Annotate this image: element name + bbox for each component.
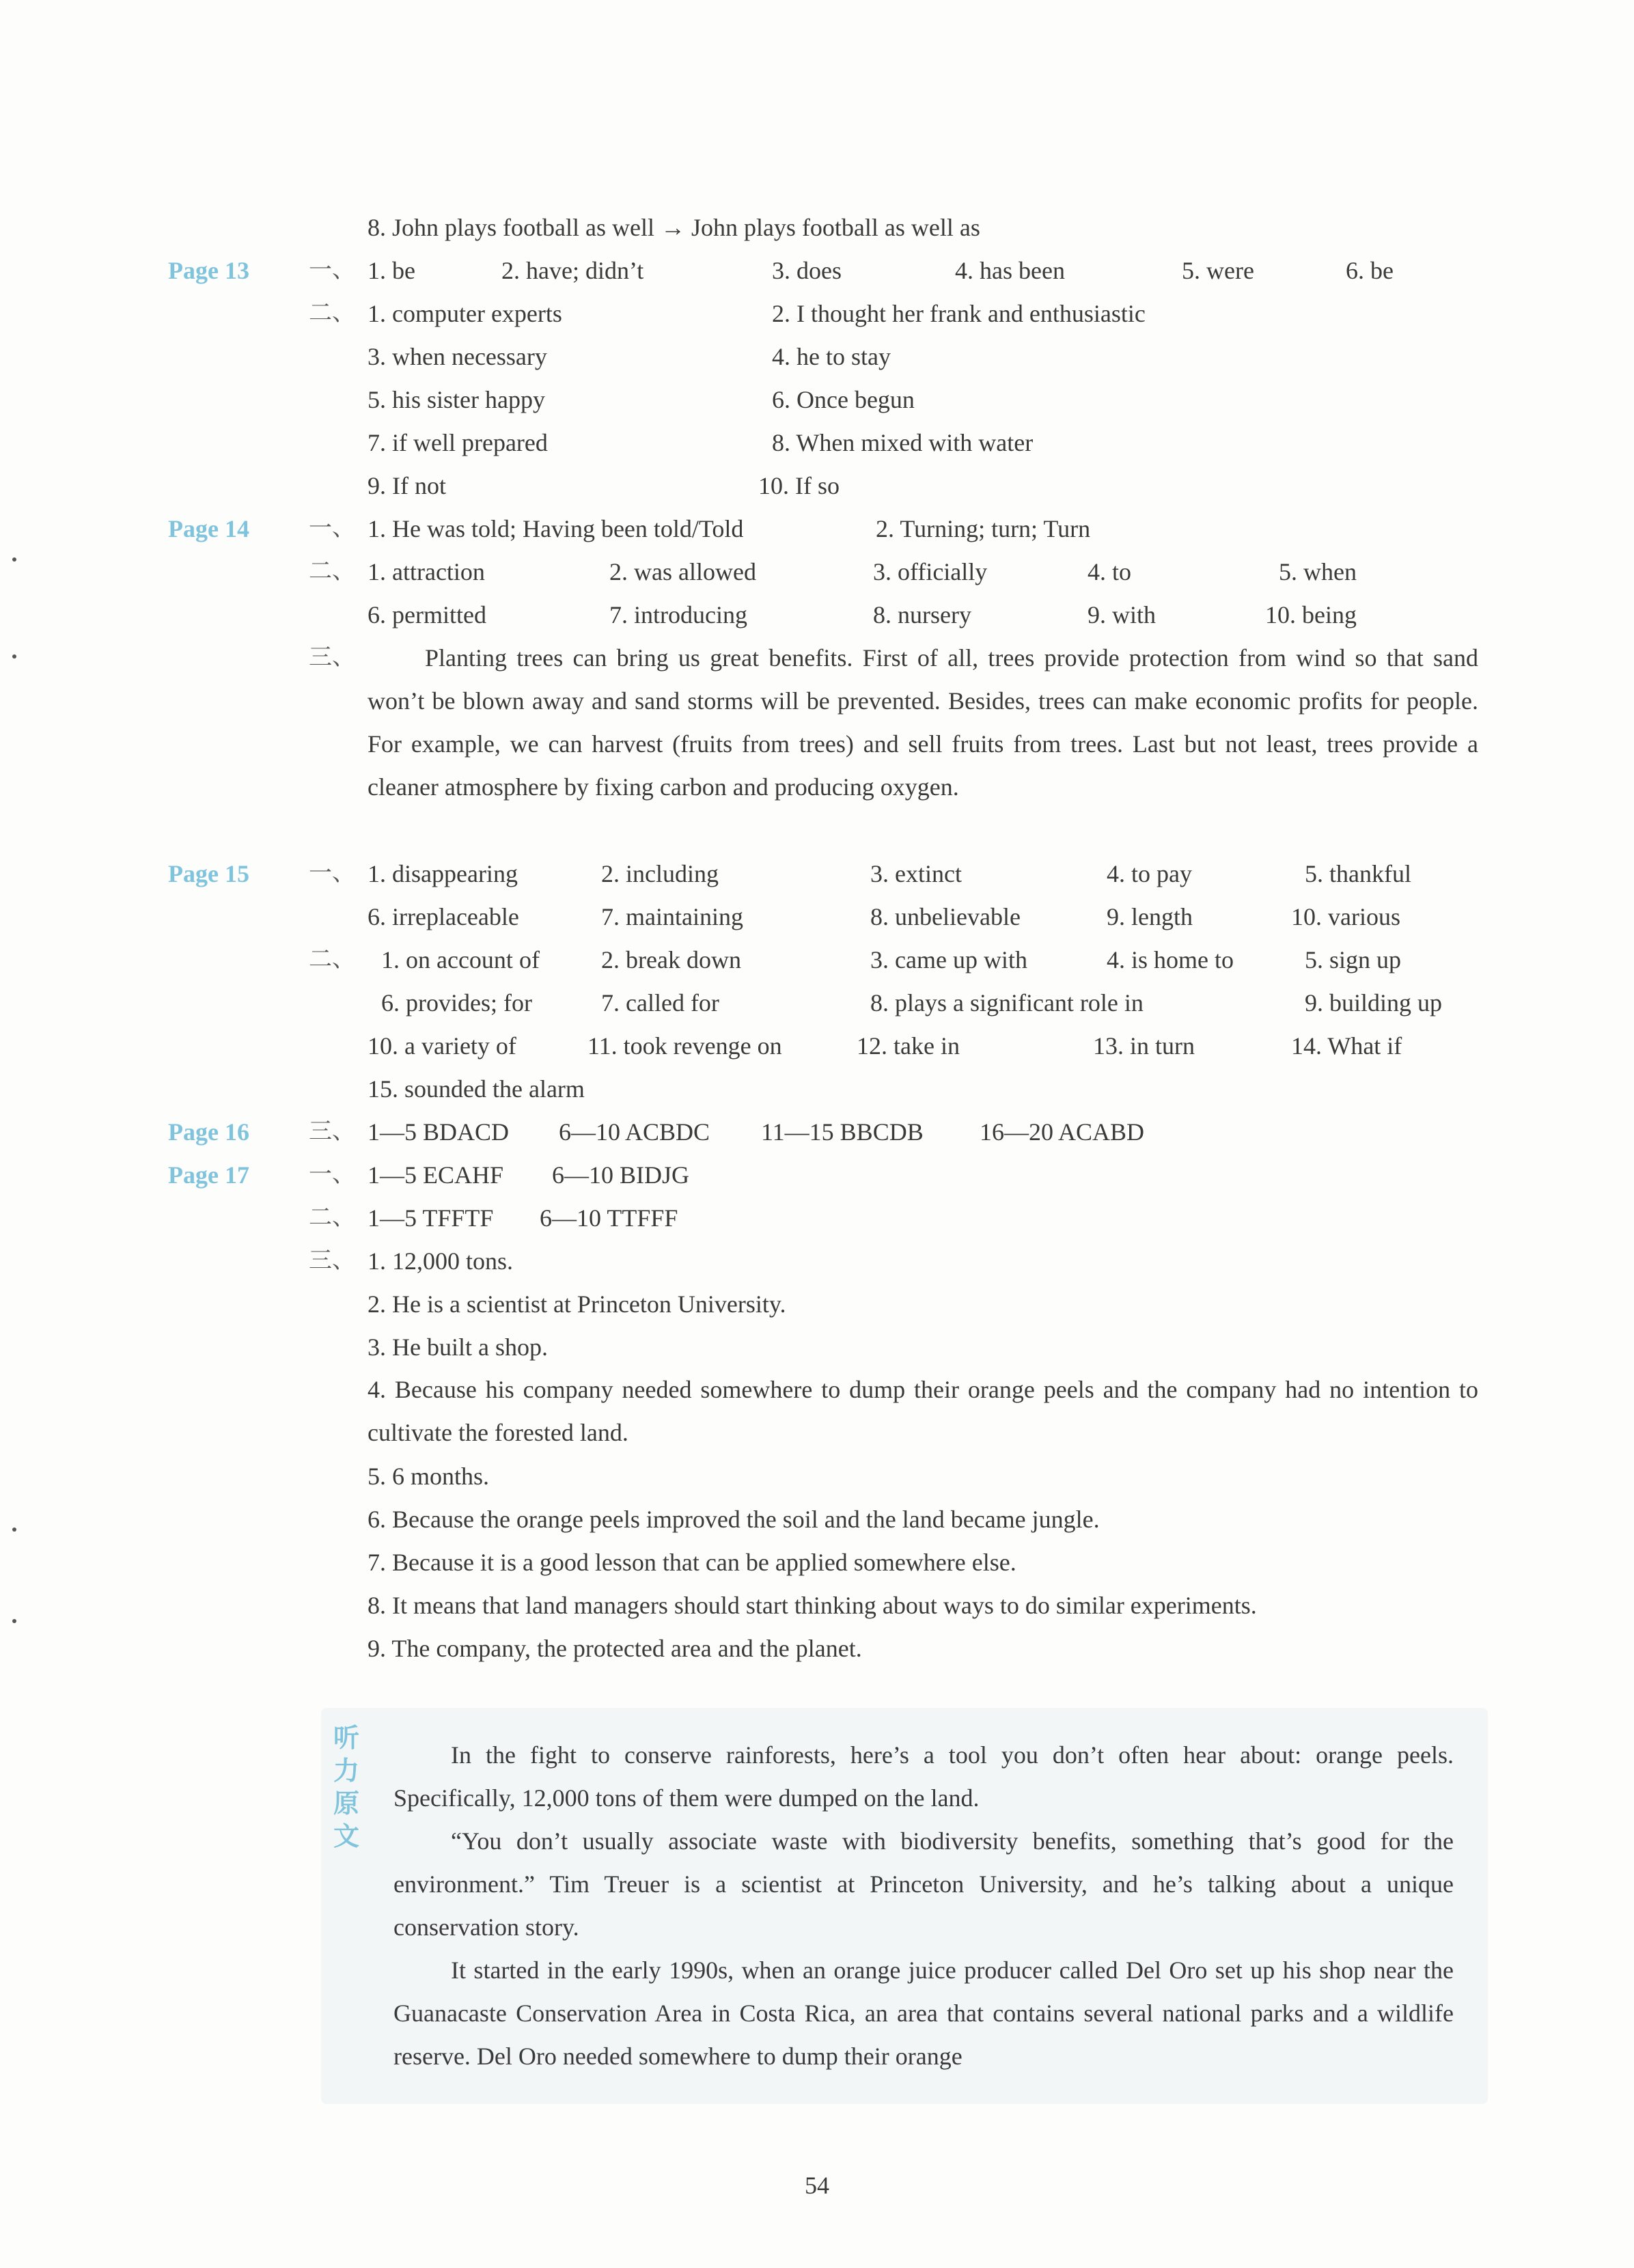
answer-item: 2. I thought her frank and enthusiastic xyxy=(772,300,1146,327)
answer-item: 10. If so xyxy=(758,472,840,499)
answer-item: 3. when necessary xyxy=(368,343,547,370)
answer-item: 1—5 TFFTF xyxy=(368,1204,494,1232)
answer-item: 13. in turn xyxy=(1093,1032,1195,1060)
answer-item: 5. when xyxy=(1279,558,1357,585)
page-label: Page 17 xyxy=(168,1161,249,1189)
answer-item: 3. came up with xyxy=(870,946,1027,973)
answer-q4: 4. Because his company needed somewhere to dump their orange peels and the company had no intention to cultivate the forested land. xyxy=(368,1376,1478,1446)
answer-item: 3. He built a shop. xyxy=(368,1333,548,1361)
answer-item: 1—5 BDACD xyxy=(368,1118,510,1146)
answer-item: 6. Once begun xyxy=(772,386,915,413)
section-marker: 二、 xyxy=(309,947,355,972)
answer-item: 9. building up xyxy=(1305,989,1443,1017)
answer-item: 6. provides; for xyxy=(381,989,532,1017)
section-marker: 一、 xyxy=(309,258,355,283)
answer-item: 5. thankful xyxy=(1305,860,1411,887)
answer-item: 7. Because it is a good lesson that can be applied somewhere else. xyxy=(368,1549,1016,1576)
section-marker: 一、 xyxy=(309,861,355,886)
answer-item: 4. he to stay xyxy=(772,343,891,370)
margin-dot xyxy=(12,1527,16,1532)
section-marker: 二、 xyxy=(309,1205,355,1230)
section-marker: 二、 xyxy=(309,301,355,326)
answer-item: 5. were xyxy=(1182,257,1254,284)
answer-item: 2. have; didn’t xyxy=(501,257,644,284)
answer-item: 2. including xyxy=(601,860,719,887)
answer-item: 4. to pay xyxy=(1107,860,1192,887)
answer-item: 2. was allowed xyxy=(609,558,756,585)
answer-item: 1. on account of xyxy=(381,946,540,973)
answer-item: 10. a variety of xyxy=(368,1032,516,1060)
answer-item: 6—10 BIDJG xyxy=(552,1161,690,1189)
section-marker: 三、 xyxy=(309,645,355,670)
answer-item: 1. 12,000 tons. xyxy=(368,1247,514,1275)
answer-item: 8. It means that land managers should start thinking about ways to do similar experiments. xyxy=(368,1592,1257,1619)
answer-item: 1. be xyxy=(368,257,415,284)
listening-paragraph: It started in the early 1990s, when an orange juice producer called Del Oro set up his shop near the Guanacaste Conservation Area in Costa Rica, an area that contains several national parks and a wildlife reserve. Del Oro needed somewhere to dump their orange xyxy=(393,1956,1454,2070)
answer-item: 6. be xyxy=(1346,257,1394,284)
answer-item: 8. unbelievable xyxy=(870,903,1021,930)
answer-item: 10. being xyxy=(1265,601,1357,628)
answer-item: 2. Turning; turn; Turn xyxy=(876,515,1091,542)
answer-item: 9. length xyxy=(1107,903,1193,930)
answer-item: 2. He is a scientist at Princeton University. xyxy=(368,1290,786,1318)
answer-item: 11—15 BBCDB xyxy=(761,1118,924,1146)
answer-item: 12. take in xyxy=(857,1032,960,1060)
section-marker: 一、 xyxy=(309,1162,355,1187)
answer-item: 16—20 ACABD xyxy=(980,1118,1145,1146)
answer-item: 9. with xyxy=(1088,601,1157,628)
answer-item: 7. called for xyxy=(601,989,719,1017)
page-label: Page 16 xyxy=(168,1118,249,1146)
page-label: Page 13 xyxy=(168,257,249,284)
section-marker: 三、 xyxy=(309,1119,355,1144)
answer-item: 7. maintaining xyxy=(601,903,743,930)
answer-item: 1. disappearing xyxy=(368,860,518,887)
answer-item: 10. various xyxy=(1291,903,1400,930)
answer-item: 8. John plays football as well → John plays football as well as xyxy=(368,214,980,241)
answer-item: 1. He was told; Having been told/Told xyxy=(368,515,744,542)
margin-dot xyxy=(12,557,16,562)
answer-item: 7. introducing xyxy=(609,601,747,628)
answer-item: 5. 6 months. xyxy=(368,1463,490,1490)
section-marker: 一、 xyxy=(309,516,355,541)
section-marker: 三、 xyxy=(309,1248,355,1273)
answer-item: 4. is home to xyxy=(1107,946,1234,973)
answer-item: 1. computer experts xyxy=(368,300,562,327)
answer-item: 6. permitted xyxy=(368,601,486,628)
answer-item: 8. When mixed with water xyxy=(772,429,1034,456)
essay-answer: Planting trees can bring us great benefits. First of all, trees provide protection from wind so that sand won’t be blown away and sand storms will be prevented. Besides, trees can make economic profits for people. For example, we can harvest (fruits from trees) and sell fruits from trees. Last but not least, trees provide a cleaner atmosphere by fixing carbon and producing oxygen. xyxy=(368,644,1478,801)
answer-item: 14. What if xyxy=(1291,1032,1402,1060)
answer-item: 8. nursery xyxy=(873,601,971,628)
answer-item: 3. does xyxy=(772,257,842,284)
answer-item: 3. officially xyxy=(873,558,988,585)
answer-item: 6—10 TTFFF xyxy=(540,1204,678,1232)
answer-item: 6. Because the orange peels improved the soil and the land became jungle. xyxy=(368,1506,1100,1533)
answer-item: 6. irreplaceable xyxy=(368,903,519,930)
margin-dot xyxy=(12,654,16,659)
listening-paragraph: In the fight to conserve rainforests, here’s a tool you don’t often hear about: orange peels. Specifically, 12,000 tons of them were dumped on the land. xyxy=(393,1741,1454,1812)
answer-item: 11. took revenge on xyxy=(587,1032,782,1060)
listening-paragraph: “You don’t usually associate waste with biodiversity benefits, something that’s good for the environment.” Tim Treuer is a scientist at Princeton University, and he’s talking about a unique conservation story. xyxy=(393,1827,1454,1941)
margin-dot xyxy=(12,1619,16,1623)
answer-item: 1—5 ECAHF xyxy=(368,1161,504,1189)
listening-title: 听力原文 xyxy=(333,1723,359,1851)
answer-item: 3. extinct xyxy=(870,860,962,887)
answer-item: 8. plays a significant role in xyxy=(870,989,1144,1017)
answer-item: 9. If not xyxy=(368,472,446,499)
answer-item: 4. has been xyxy=(955,257,1065,284)
answer-item: 1. attraction xyxy=(368,558,485,585)
answer-item: 4. to xyxy=(1088,558,1132,585)
section-marker: 二、 xyxy=(309,559,355,584)
page-label: Page 14 xyxy=(168,515,249,542)
answer-item: 15. sounded the alarm xyxy=(368,1075,585,1103)
answer-item: 6—10 ACBDC xyxy=(559,1118,710,1146)
answer-item: 9. The company, the protected area and the planet. xyxy=(368,1635,862,1662)
page-number: 54 xyxy=(805,2172,829,2199)
answer-item: 5. his sister happy xyxy=(368,386,545,413)
answer-item: 2. break down xyxy=(601,946,741,973)
page-label: Page 15 xyxy=(168,860,249,887)
answer-item: 7. if well prepared xyxy=(368,429,548,456)
answer-item: 5. sign up xyxy=(1305,946,1402,973)
